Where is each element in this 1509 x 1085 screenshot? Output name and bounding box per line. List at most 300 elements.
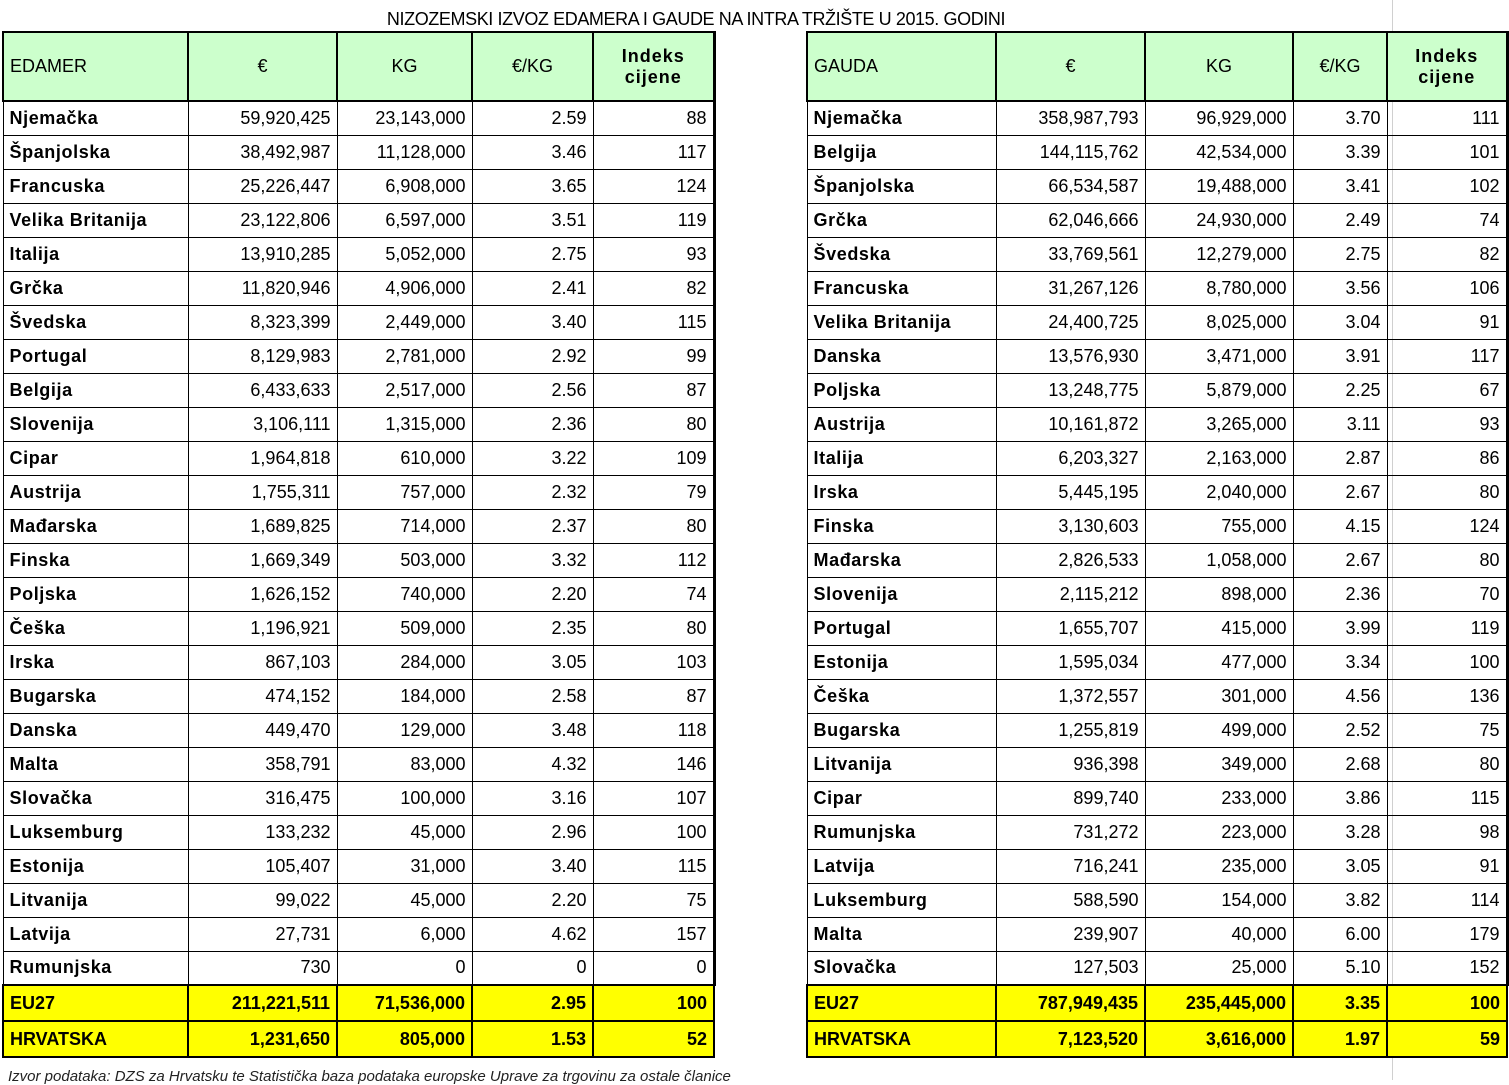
value-cell: 25,226,447 <box>188 169 337 203</box>
table-row <box>807 373 1507 407</box>
country-cell: Italija <box>807 441 996 475</box>
table-row <box>807 509 1507 543</box>
value-cell: 127,503 <box>996 951 1145 985</box>
value-cell: 179 <box>1387 917 1507 951</box>
value-cell: 136 <box>1387 679 1507 713</box>
value-cell: 2,115,212 <box>996 577 1145 611</box>
country-cell: Švedska <box>3 305 188 339</box>
table-row <box>807 543 1507 577</box>
value-cell: 75 <box>593 883 714 917</box>
value-cell: 740,000 <box>337 577 472 611</box>
value-cell: 11,128,000 <box>337 135 472 169</box>
table-row <box>807 237 1507 271</box>
value-cell: 3.65 <box>472 169 593 203</box>
value-cell: 157 <box>593 917 714 951</box>
value-cell: 146 <box>593 747 714 781</box>
value-cell: 2,449,000 <box>337 305 472 339</box>
column-header: KG <box>1145 32 1293 101</box>
value-cell: 2.52 <box>1293 713 1387 747</box>
country-cell: Velika Britanija <box>3 203 188 237</box>
total-label-cell: HRVATSKA <box>807 1021 996 1057</box>
table-row <box>3 849 714 883</box>
value-cell: 112 <box>593 543 714 577</box>
value-cell: 474,152 <box>188 679 337 713</box>
value-cell: 2,040,000 <box>1145 475 1293 509</box>
value-cell: 5.10 <box>1293 951 1387 985</box>
country-cell: Luksemburg <box>807 883 996 917</box>
table-row <box>807 339 1507 373</box>
column-header: € <box>188 32 337 101</box>
gauda-table <box>806 31 1509 1058</box>
value-cell: 3.41 <box>1293 169 1387 203</box>
value-cell: 12,279,000 <box>1145 237 1293 271</box>
value-cell: 1,196,921 <box>188 611 337 645</box>
total-label-cell: EU27 <box>807 985 996 1021</box>
table-row <box>807 747 1507 781</box>
value-cell: 4.32 <box>472 747 593 781</box>
table-row <box>807 781 1507 815</box>
table-row <box>3 917 714 951</box>
country-cell: Bugarska <box>3 679 188 713</box>
table-row <box>807 849 1507 883</box>
country-cell: Bugarska <box>807 713 996 747</box>
value-cell: 119 <box>593 203 714 237</box>
value-cell: 3.91 <box>1293 339 1387 373</box>
table-row <box>3 509 714 543</box>
table-row <box>807 951 1507 985</box>
value-cell: 82 <box>1387 237 1507 271</box>
value-cell: 154,000 <box>1145 883 1293 917</box>
value-cell: 80 <box>593 509 714 543</box>
value-cell: 936,398 <box>996 747 1145 781</box>
country-cell: Latvija <box>3 917 188 951</box>
value-cell: 2.20 <box>472 883 593 917</box>
value-cell: 6,000 <box>337 917 472 951</box>
total-row <box>3 985 714 1021</box>
value-cell: 2.20 <box>472 577 593 611</box>
country-cell: Mađarska <box>3 509 188 543</box>
value-cell: 66,534,587 <box>996 169 1145 203</box>
value-cell: 93 <box>1387 407 1507 441</box>
value-cell: 152 <box>1387 951 1507 985</box>
table-row <box>807 305 1507 339</box>
value-cell: 13,248,775 <box>996 373 1145 407</box>
value-cell: 4.56 <box>1293 679 1387 713</box>
country-cell: Mađarska <box>807 543 996 577</box>
value-cell: 99,022 <box>188 883 337 917</box>
value-cell: 1,372,557 <box>996 679 1145 713</box>
value-cell: 3.32 <box>472 543 593 577</box>
column-header: Indeks cijene <box>1387 32 1507 101</box>
value-cell: 31,000 <box>337 849 472 883</box>
value-cell: 610,000 <box>337 441 472 475</box>
header-row <box>807 32 1507 101</box>
country-cell: Belgija <box>3 373 188 407</box>
total-label-cell: HRVATSKA <box>3 1021 188 1057</box>
country-cell: Poljska <box>3 577 188 611</box>
table-row <box>807 679 1507 713</box>
value-cell: 730 <box>188 951 337 985</box>
value-cell: 2.75 <box>1293 237 1387 271</box>
value-cell: 0 <box>337 951 472 985</box>
value-cell: 124 <box>593 169 714 203</box>
value-cell: 13,576,930 <box>996 339 1145 373</box>
value-cell: 118 <box>593 713 714 747</box>
country-cell: Litvanija <box>807 747 996 781</box>
country-cell: Njemačka <box>3 101 188 135</box>
table-row <box>807 883 1507 917</box>
value-cell: 42,534,000 <box>1145 135 1293 169</box>
value-cell: 79 <box>593 475 714 509</box>
country-cell: Češka <box>3 611 188 645</box>
value-cell: 105,407 <box>188 849 337 883</box>
value-cell: 25,000 <box>1145 951 1293 985</box>
country-cell: Francuska <box>807 271 996 305</box>
country-cell: Španjolska <box>3 135 188 169</box>
value-cell: 0 <box>472 951 593 985</box>
value-cell: 23,122,806 <box>188 203 337 237</box>
country-cell: Cipar <box>807 781 996 815</box>
country-cell: Malta <box>3 747 188 781</box>
country-cell: Estonija <box>3 849 188 883</box>
value-cell: 1,315,000 <box>337 407 472 441</box>
value-cell: 91 <box>1387 305 1507 339</box>
source-footnote: Izvor podataka: DZS za Hrvatsku te Statistička baza podataka europske Uprave za trgovinu za ostale članice <box>8 1068 731 1085</box>
value-cell: 117 <box>593 135 714 169</box>
value-cell: 3.04 <box>1293 305 1387 339</box>
value-cell: 184,000 <box>337 679 472 713</box>
table-row <box>807 577 1507 611</box>
total-value-cell: 71,536,000 <box>337 985 472 1021</box>
table-row <box>3 101 714 135</box>
value-cell: 588,590 <box>996 883 1145 917</box>
value-cell: 415,000 <box>1145 611 1293 645</box>
total-value-cell: 100 <box>1387 985 1507 1021</box>
country-cell: Austrija <box>3 475 188 509</box>
value-cell: 3.51 <box>472 203 593 237</box>
value-cell: 31,267,126 <box>996 271 1145 305</box>
value-cell: 2.25 <box>1293 373 1387 407</box>
value-cell: 83,000 <box>337 747 472 781</box>
table-row <box>3 441 714 475</box>
table-row <box>3 271 714 305</box>
table-row <box>3 577 714 611</box>
value-cell: 3.86 <box>1293 781 1387 815</box>
value-cell: 3.40 <box>472 305 593 339</box>
column-header: €/KG <box>472 32 593 101</box>
table-row <box>807 135 1507 169</box>
value-cell: 80 <box>593 611 714 645</box>
total-row <box>807 985 1507 1021</box>
value-cell: 86 <box>1387 441 1507 475</box>
country-cell: Rumunjska <box>807 815 996 849</box>
value-cell: 1,655,707 <box>996 611 1145 645</box>
table-title-cell: GAUDA <box>807 32 996 101</box>
value-cell: 45,000 <box>337 815 472 849</box>
country-cell: Slovenija <box>807 577 996 611</box>
value-cell: 99 <box>593 339 714 373</box>
table-row <box>807 407 1507 441</box>
value-cell: 106 <box>1387 271 1507 305</box>
table-row <box>3 713 714 747</box>
value-cell: 1,255,819 <box>996 713 1145 747</box>
table-row <box>807 713 1507 747</box>
value-cell: 4.15 <box>1293 509 1387 543</box>
value-cell: 1,595,034 <box>996 645 1145 679</box>
value-cell: 1,669,349 <box>188 543 337 577</box>
value-cell: 2.75 <box>472 237 593 271</box>
total-value-cell: 1,231,650 <box>188 1021 337 1057</box>
value-cell: 13,910,285 <box>188 237 337 271</box>
value-cell: 1,755,311 <box>188 475 337 509</box>
value-cell: 3.11 <box>1293 407 1387 441</box>
value-cell: 19,488,000 <box>1145 169 1293 203</box>
country-cell: Rumunjska <box>3 951 188 985</box>
country-cell: Cipar <box>3 441 188 475</box>
total-value-cell: 1.97 <box>1293 1021 1387 1057</box>
value-cell: 103 <box>593 645 714 679</box>
value-cell: 499,000 <box>1145 713 1293 747</box>
value-cell: 358,987,793 <box>996 101 1145 135</box>
value-cell: 2.36 <box>1293 577 1387 611</box>
country-cell: Grčka <box>807 203 996 237</box>
value-cell: 3.16 <box>472 781 593 815</box>
table-row <box>3 407 714 441</box>
value-cell: 111 <box>1387 101 1507 135</box>
country-cell: Portugal <box>3 339 188 373</box>
value-cell: 88 <box>593 101 714 135</box>
column-header: € <box>996 32 1145 101</box>
value-cell: 3,265,000 <box>1145 407 1293 441</box>
country-cell: Austrija <box>807 407 996 441</box>
value-cell: 2.56 <box>472 373 593 407</box>
value-cell: 755,000 <box>1145 509 1293 543</box>
value-cell: 349,000 <box>1145 747 1293 781</box>
value-cell: 3.46 <box>472 135 593 169</box>
value-cell: 235,000 <box>1145 849 1293 883</box>
value-cell: 3.82 <box>1293 883 1387 917</box>
value-cell: 3,130,603 <box>996 509 1145 543</box>
value-cell: 358,791 <box>188 747 337 781</box>
value-cell: 38,492,987 <box>188 135 337 169</box>
value-cell: 316,475 <box>188 781 337 815</box>
value-cell: 2.58 <box>472 679 593 713</box>
column-header: Indeks cijene <box>593 32 714 101</box>
value-cell: 2.35 <box>472 611 593 645</box>
total-value-cell: 59 <box>1387 1021 1507 1057</box>
header-row <box>3 32 714 101</box>
table-row <box>3 747 714 781</box>
country-cell: Slovačka <box>3 781 188 815</box>
value-cell: 2.49 <box>1293 203 1387 237</box>
value-cell: 2,517,000 <box>337 373 472 407</box>
table-row <box>3 475 714 509</box>
value-cell: 3.99 <box>1293 611 1387 645</box>
table-row <box>3 951 714 985</box>
country-cell: Finska <box>807 509 996 543</box>
country-cell: Poljska <box>807 373 996 407</box>
value-cell: 74 <box>1387 203 1507 237</box>
country-cell: Danska <box>807 339 996 373</box>
value-cell: 3.28 <box>1293 815 1387 849</box>
total-value-cell: 2.95 <box>472 985 593 1021</box>
value-cell: 3.70 <box>1293 101 1387 135</box>
table-row <box>807 203 1507 237</box>
value-cell: 115 <box>1387 781 1507 815</box>
value-cell: 716,241 <box>996 849 1145 883</box>
total-row <box>3 1021 714 1057</box>
value-cell: 6.00 <box>1293 917 1387 951</box>
table-row <box>3 203 714 237</box>
value-cell: 109 <box>593 441 714 475</box>
country-cell: Njemačka <box>807 101 996 135</box>
value-cell: 117 <box>1387 339 1507 373</box>
value-cell: 1,626,152 <box>188 577 337 611</box>
value-cell: 757,000 <box>337 475 472 509</box>
value-cell: 11,820,946 <box>188 271 337 305</box>
country-cell: Velika Britanija <box>807 305 996 339</box>
total-value-cell: 100 <box>593 985 714 1021</box>
country-cell: Finska <box>3 543 188 577</box>
country-cell: Irska <box>3 645 188 679</box>
total-label-cell: EU27 <box>3 985 188 1021</box>
value-cell: 10,161,872 <box>996 407 1145 441</box>
value-cell: 2.92 <box>472 339 593 373</box>
value-cell: 74 <box>593 577 714 611</box>
total-value-cell: 211,221,511 <box>188 985 337 1021</box>
table-row <box>807 101 1507 135</box>
country-cell: Švedska <box>807 237 996 271</box>
total-value-cell: 805,000 <box>337 1021 472 1057</box>
value-cell: 124 <box>1387 509 1507 543</box>
table-row <box>807 917 1507 951</box>
value-cell: 3.05 <box>1293 849 1387 883</box>
value-cell: 115 <box>593 849 714 883</box>
page-title: NIZOZEMSKI IZVOZ EDAMERA I GAUDE NA INTRA TRŽIŠTE U 2015. GODINI <box>386 9 1006 29</box>
value-cell: 301,000 <box>1145 679 1293 713</box>
value-cell: 102 <box>1387 169 1507 203</box>
total-value-cell: 3,616,000 <box>1145 1021 1293 1057</box>
value-cell: 2.67 <box>1293 475 1387 509</box>
country-cell: Francuska <box>3 169 188 203</box>
value-cell: 6,433,633 <box>188 373 337 407</box>
value-cell: 8,780,000 <box>1145 271 1293 305</box>
value-cell: 0 <box>593 951 714 985</box>
value-cell: 100,000 <box>337 781 472 815</box>
value-cell: 3.34 <box>1293 645 1387 679</box>
value-cell: 119 <box>1387 611 1507 645</box>
value-cell: 75 <box>1387 713 1507 747</box>
value-cell: 503,000 <box>337 543 472 577</box>
table-row <box>3 339 714 373</box>
country-cell: Malta <box>807 917 996 951</box>
value-cell: 3.05 <box>472 645 593 679</box>
value-cell: 100 <box>1387 645 1507 679</box>
value-cell: 80 <box>1387 543 1507 577</box>
table-row <box>3 543 714 577</box>
value-cell: 8,323,399 <box>188 305 337 339</box>
value-cell: 3.39 <box>1293 135 1387 169</box>
value-cell: 3,106,111 <box>188 407 337 441</box>
total-value-cell: 1.53 <box>472 1021 593 1057</box>
value-cell: 87 <box>593 373 714 407</box>
value-cell: 4.62 <box>472 917 593 951</box>
value-cell: 2.59 <box>472 101 593 135</box>
value-cell: 509,000 <box>337 611 472 645</box>
country-cell: Španjolska <box>807 169 996 203</box>
value-cell: 82 <box>593 271 714 305</box>
value-cell: 3.40 <box>472 849 593 883</box>
value-cell: 59,920,425 <box>188 101 337 135</box>
value-cell: 223,000 <box>1145 815 1293 849</box>
value-cell: 5,445,195 <box>996 475 1145 509</box>
country-cell: Italija <box>3 237 188 271</box>
table-row <box>3 781 714 815</box>
value-cell: 2.36 <box>472 407 593 441</box>
table-row <box>3 645 714 679</box>
country-cell: Irska <box>807 475 996 509</box>
value-cell: 714,000 <box>337 509 472 543</box>
value-cell: 115 <box>593 305 714 339</box>
value-cell: 731,272 <box>996 815 1145 849</box>
value-cell: 4,906,000 <box>337 271 472 305</box>
table-row <box>807 645 1507 679</box>
value-cell: 114 <box>1387 883 1507 917</box>
value-cell: 3,471,000 <box>1145 339 1293 373</box>
value-cell: 6,597,000 <box>337 203 472 237</box>
value-cell: 27,731 <box>188 917 337 951</box>
value-cell: 101 <box>1387 135 1507 169</box>
value-cell: 23,143,000 <box>337 101 472 135</box>
value-cell: 2.37 <box>472 509 593 543</box>
value-cell: 2.32 <box>472 475 593 509</box>
country-cell: Belgija <box>807 135 996 169</box>
value-cell: 133,232 <box>188 815 337 849</box>
column-header: €/KG <box>1293 32 1387 101</box>
value-cell: 477,000 <box>1145 645 1293 679</box>
table-row <box>3 883 714 917</box>
value-cell: 67 <box>1387 373 1507 407</box>
value-cell: 1,964,818 <box>188 441 337 475</box>
value-cell: 24,400,725 <box>996 305 1145 339</box>
value-cell: 898,000 <box>1145 577 1293 611</box>
value-cell: 107 <box>593 781 714 815</box>
country-cell: Latvija <box>807 849 996 883</box>
value-cell: 24,930,000 <box>1145 203 1293 237</box>
value-cell: 2.68 <box>1293 747 1387 781</box>
value-cell: 80 <box>1387 475 1507 509</box>
value-cell: 2.96 <box>472 815 593 849</box>
country-cell: Slovačka <box>807 951 996 985</box>
value-cell: 100 <box>593 815 714 849</box>
table-row <box>3 135 714 169</box>
value-cell: 129,000 <box>337 713 472 747</box>
country-cell: Estonija <box>807 645 996 679</box>
table-row <box>807 611 1507 645</box>
table-row <box>3 679 714 713</box>
total-value-cell: 7,123,520 <box>996 1021 1145 1057</box>
table-row <box>3 373 714 407</box>
country-cell: Luksemburg <box>3 815 188 849</box>
country-cell: Slovenija <box>3 407 188 441</box>
column-header: KG <box>337 32 472 101</box>
value-cell: 3.22 <box>472 441 593 475</box>
value-cell: 62,046,666 <box>996 203 1145 237</box>
value-cell: 8,129,983 <box>188 339 337 373</box>
table-row <box>3 169 714 203</box>
table-row <box>807 169 1507 203</box>
value-cell: 867,103 <box>188 645 337 679</box>
